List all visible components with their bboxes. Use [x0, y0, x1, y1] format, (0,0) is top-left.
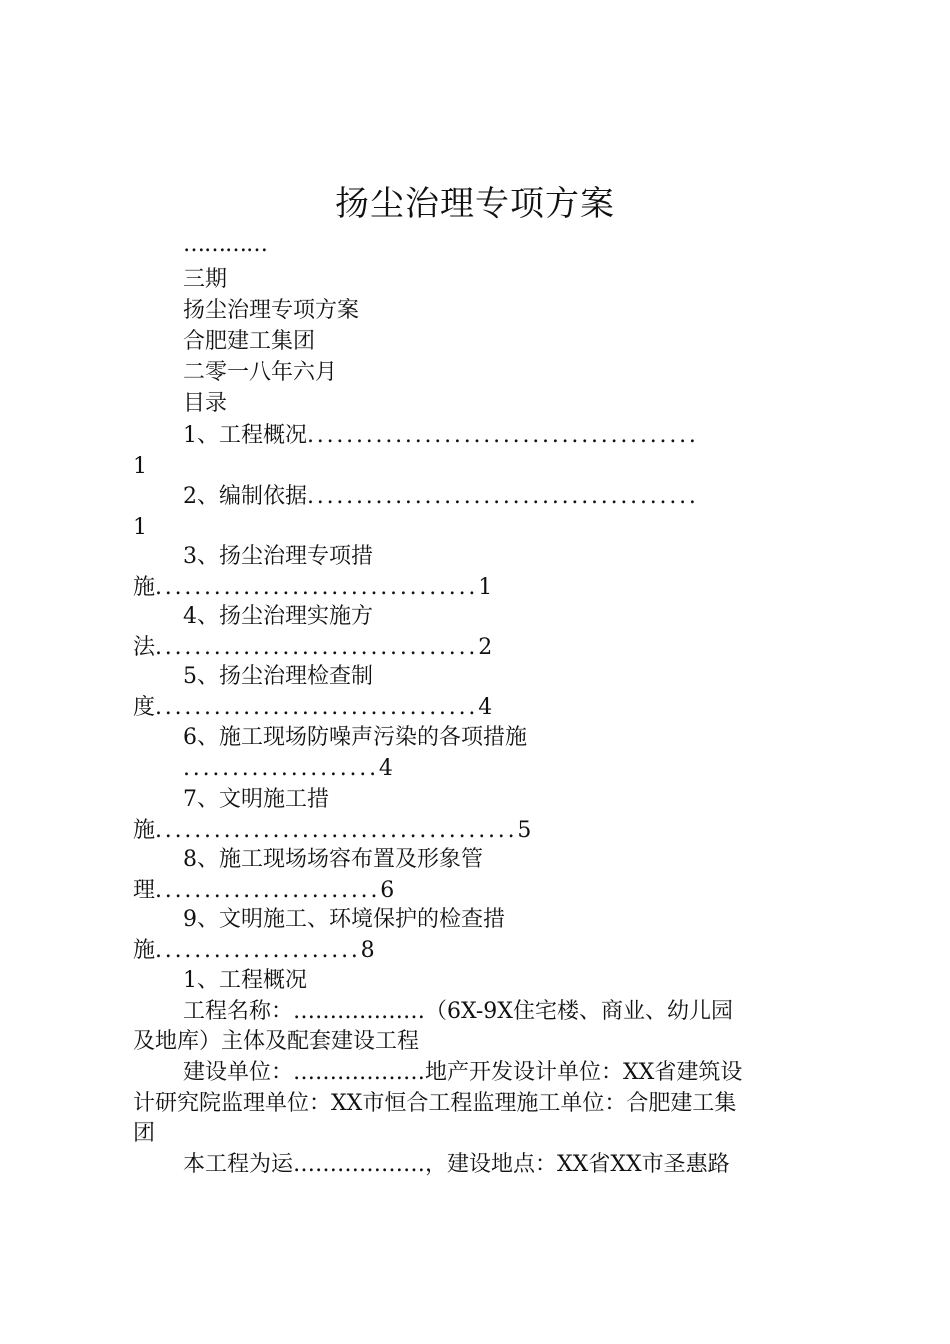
toc-item-2-page: 1 [133, 515, 147, 540]
toc-item-8-cont [133, 876, 397, 906]
toc-item-4[interactable]: 4、扬尘治理实施方 [183, 604, 373, 629]
toc-item-9[interactable]: 9、文明施工、环境保护的检查措 [183, 907, 505, 932]
toc-item-1-label: 1、工程概况 [183, 423, 307, 448]
toc-item-4-tail: 法 [133, 635, 156, 660]
toc-item-3-leader: .................................1 [155, 575, 495, 600]
section-1-p3-line1: 本工程为运………………，建设地点：XX省XX市圣惠路 [183, 1152, 730, 1177]
toc-item-3[interactable]: 3、扬尘治理专项措 [183, 544, 373, 569]
toc-item-8-tail: 理 [133, 878, 156, 903]
toc-item-7-tail: 施 [133, 818, 156, 843]
toc-item-7-leader: .....................................5 [155, 818, 535, 843]
toc-item-6[interactable]: 6、施工现场防噪声污染的各项措施 [183, 725, 527, 750]
toc-item-8[interactable]: 8、施工现场场容布置及形象管 [183, 847, 483, 872]
toc-item-6-cont [183, 754, 396, 784]
toc-item-9-cont [133, 936, 377, 966]
toc-item-1-leader: ........................................ [307, 423, 699, 448]
toc-item-8-leader: .......................6 [155, 878, 398, 903]
cover-name: 扬尘治理专项方案 [183, 298, 360, 323]
document-title: 扬尘治理专项方案 [335, 184, 615, 224]
toc-item-3-tail: 施 [133, 575, 156, 600]
toc-item-2-leader: ........................................ [307, 484, 699, 509]
toc-item-4-leader: .................................2 [155, 635, 495, 660]
cover-ellipsis: ………… [183, 232, 267, 257]
toc-item-9-leader: .....................8 [155, 938, 378, 963]
toc-item-7[interactable]: 7、文明施工措 [183, 787, 329, 812]
toc-item-1[interactable] [183, 421, 699, 451]
section-1-p2-line1: 建设单位：………………地产开发设计单位：XX省建筑设 [183, 1060, 743, 1085]
toc-heading: 目录 [183, 391, 228, 416]
toc-item-2[interactable] [183, 482, 699, 512]
section-1-p1-line1: 工程名称：………………（6X-9X住宅楼、商业、幼儿园 [183, 999, 733, 1024]
section-1-heading: 1、工程概况 [183, 968, 307, 993]
toc-item-9-tail: 施 [133, 938, 156, 963]
section-1-p1-line2: 及地库）主体及配套建设工程 [133, 1029, 420, 1054]
toc-item-3-cont [133, 573, 495, 603]
toc-item-2-label: 2、编制依据 [183, 484, 307, 509]
toc-item-5-leader: .................................4 [155, 695, 495, 720]
toc-item-5[interactable]: 5、扬尘治理检查制 [183, 664, 373, 689]
toc-item-5-tail: 度 [133, 695, 156, 720]
section-1-p2-line2: 计研究院监理单位：XX市恒合工程监理施工单位：合肥建工集 [133, 1091, 737, 1116]
cover-phase: 三期 [183, 267, 228, 292]
cover-company: 合肥建工集团 [183, 329, 316, 354]
toc-item-6-leader: ....................4 [183, 756, 396, 781]
toc-item-1-page: 1 [133, 454, 147, 479]
cover-date: 二零一八年六月 [183, 360, 338, 385]
section-1-p2-line3: 团 [133, 1121, 156, 1146]
toc-item-4-cont [133, 633, 495, 663]
toc-item-5-cont [133, 693, 495, 723]
toc-item-7-cont [133, 816, 534, 846]
